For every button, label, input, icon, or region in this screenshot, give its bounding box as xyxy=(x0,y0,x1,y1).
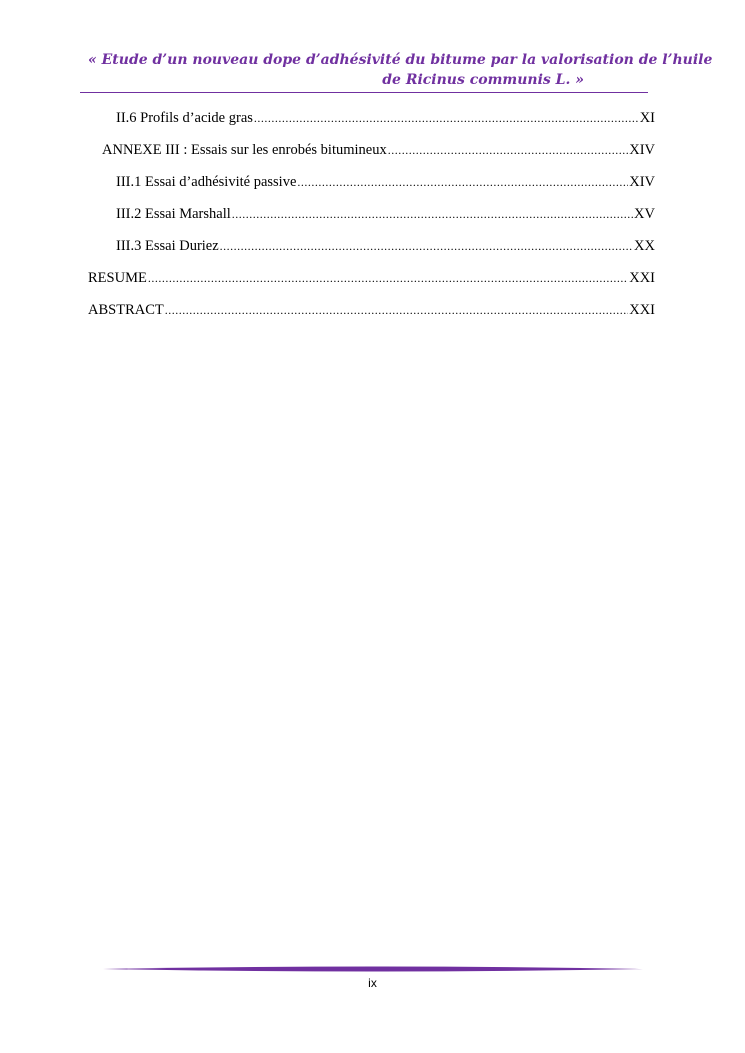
toc-entry-title: ANNEXE III : Essais sur les enrobés bitumineux xyxy=(102,142,387,158)
toc-dot-leader xyxy=(220,236,633,256)
toc-entry-page: XIV xyxy=(629,174,655,190)
toc-entry-title: III.3 Essai Duriez xyxy=(116,238,219,254)
footer-divider-shape xyxy=(103,967,643,972)
toc-entry xyxy=(102,140,655,160)
toc-entry-page: XI xyxy=(639,110,655,126)
toc-dot-leader xyxy=(254,108,639,128)
toc-entry-page: XXI xyxy=(629,302,655,318)
toc-entry-title: RESUME xyxy=(88,270,147,286)
running-header-line-2: de Ricinus communis L. » xyxy=(382,72,584,88)
toc-entry xyxy=(116,204,655,224)
footer-divider xyxy=(103,963,643,975)
toc-entry-title: III.1 Essai d’adhésivité passive xyxy=(116,174,297,190)
toc-entry-page: XXI xyxy=(629,270,655,286)
toc-dot-leader xyxy=(232,204,633,224)
toc-entry xyxy=(88,268,655,288)
toc-entry xyxy=(116,172,655,192)
running-header xyxy=(88,50,713,90)
toc-dot-leader xyxy=(388,140,629,160)
toc-entry-page: XV xyxy=(634,206,655,222)
header-divider xyxy=(80,92,648,93)
toc-entry xyxy=(116,236,655,256)
page-number: ix xyxy=(368,976,377,990)
toc-entry xyxy=(116,108,655,128)
toc-dot-leader xyxy=(165,300,628,320)
toc-entry-page: XX xyxy=(634,238,655,254)
toc-dot-leader xyxy=(297,172,628,192)
toc-entry-page: XIV xyxy=(629,142,655,158)
toc-entry xyxy=(88,300,655,320)
toc-entry-title: II.6 Profils d’acide gras xyxy=(116,110,253,126)
toc-entry-title: III.2 Essai Marshall xyxy=(116,206,231,222)
running-header-line-1: « Etude d’un nouveau dope d’adhésivité du bitume par la valorisation de l’huile xyxy=(88,52,713,68)
toc-entry-title: ABSTRACT xyxy=(88,302,164,318)
toc-dot-leader xyxy=(148,268,628,288)
